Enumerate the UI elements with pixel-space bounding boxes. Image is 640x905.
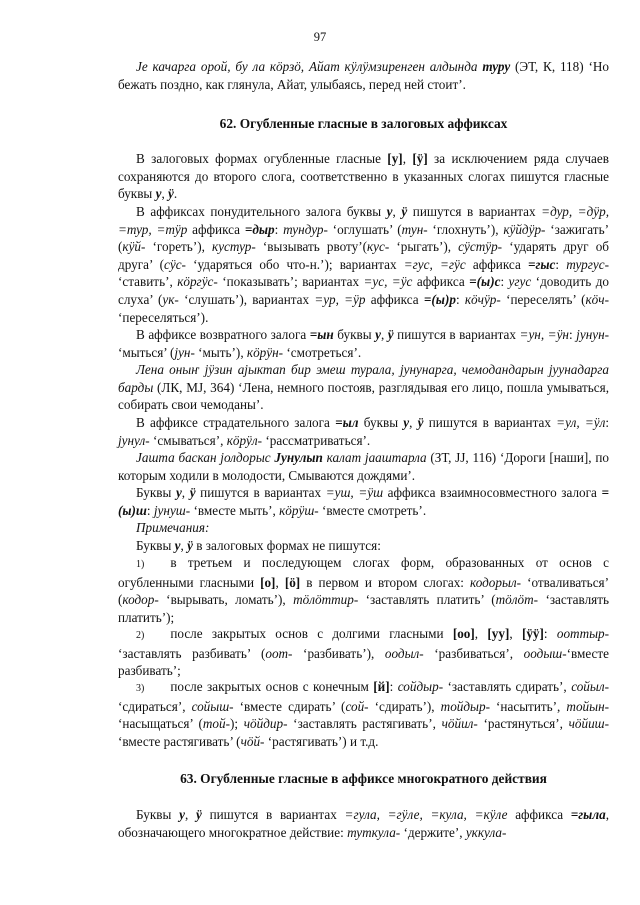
note-item-1-number: 1): [136, 559, 145, 570]
paragraph-multiplicative: Буквы у, ӱ пишутся в вариантах =гула, =гӱле, =кула, =кӱле аффикса =гыла, обозначающего многократное действие: туткула- ‘держите’, уккула-: [118, 807, 609, 840]
note-item-3: 3) после закрытых основ с конечным [й]: сойдыр- ‘заставлять сдирать’, сойыл- ‘сдираться’, сойыш- ‘вместе сдирать’ (сой- ‘сдирать’), тойдыр- ‘насытить’, тойын- ‘насыщаться’ (той-); чӧйдир- ‘заставлять растягивать’, чӧйил- ‘растянуться’, чӧйиш- ‘вместе растягивать’ (чӧй- ‘растягивать’) и т.д.: [118, 679, 610, 749]
note-item-2: 2) после закрытых основ с долгими гласными [оо], [уу], [ӱӱ]: ооттыр- ‘заставлять разбивать’ (оот- ‘разбивать’), оодыл- ‘разбиваться’, оодыш-‘вместе разбивать’;: [118, 626, 610, 679]
example-paragraph: Је качарга орой, бу ла кӧрзӧ, Айат кӱлӱмзиренген алдында туру (ЭТ, К, 118) ‘Но бежать поздно, как глянула, Айат, улыбаясь, перед ней стоит’.: [118, 59, 609, 92]
paragraph-passive: В аффиксе страдательного залога =ыл буквы у, ӱ пишутся в вариантах =ул, =ӱл: јунул- ‘смываться’, кӧрӱл- ‘рассматриваться’.: [118, 415, 610, 448]
note-item-2-number: 2): [136, 630, 145, 641]
section-heading-63: 63. Огубленные гласные в аффиксе многократного действия: [180, 771, 547, 786]
paragraph-reflexive: В аффиксе возвратного залога =ын буквы у, ӱ пишутся в вариантах =ун, =ӱн: јунун- ‘мыться’ (јун- ‘мыть’), кӧрӱн- ‘смотреться’.: [118, 327, 610, 360]
section-heading-62: 62. Огубленные гласные в залоговых аффиксах: [219, 116, 508, 131]
note-item-1: 1) в третьем и последующем слогах форм, образованных от основ с огубленными гласными [о], [ӧ] в первом и втором слогах: кодорыл- ‘отваливаться’ (кодор- ‘вырывать, ломать’), тӧлӧттир- ‘заставлять платить’ (тӧлӧт- ‘заставлять платить’);: [118, 555, 609, 625]
example-text: Је качарга орой, бу ла кӧрзӧ, Айат кӱлӱмзиренген алдында туру: [136, 59, 511, 74]
paragraph-example-roads: Јашта баскан јолдорыс Јунулып калат јааштарла (ЗТ, ЈЈ, 116) ‘Дороги [наши], по которым ходили в молодости, Смываются дождями’.: [118, 450, 609, 483]
paragraph-intro: В залоговых формах огубленные гласные [у], [ӱ] за исключением ряда случаев сохраняются до второго слога, соответственно в указанных слогах пишутся гласные буквы у, ӱ.: [118, 151, 609, 202]
paragraph-example-lena: Лена оныҥ јӱзин аjыктап бир эмеш турала, јунунарга, чемодандарын јуунадарга барды (ЛК, МЈ, 364) ‘Лена, немного постояв, разглядывая его лицо, пошла умываться, собирать свои чемоданы’.: [118, 362, 609, 413]
paragraph-causative: В аффиксах понудительного залога буквы у, ӱ пишутся в вариантах =дур, =дӱр, =тур, =тӱр аффикса =дыр: тундур- ‘оглушать’ (тун- ‘глохнуть’), кӱйдӱр- ‘зажигать’ (кӱй- ‘гореть’), кустур- ‘вызывать рвоту’(кус- ‘рыгать’), сӱстӱр- ‘ударять друг об друга’ (сӱс- ‘ударяться обо что-н.’); вариантах =гус, =гӱс аффикса =гыс: тургус- ‘ставить’, кӧргӱс- ‘показывать’; вариантах =ус, =ӱс аффикса =(ы)с: угус ‘доводить до слуха’ (ук- ‘слушать’), вариантах =ур, =ӱр аффикса =(ы)р: кӧчӱр- ‘переселять’ (кӧч- ‘переселяться’).: [118, 204, 610, 325]
note-item-3-number: 3): [136, 683, 145, 694]
notes-label: [118, 519, 609, 537]
paragraph-reciprocal: Буквы у, ӱ пишутся в вариантах =уш, =ӱш аффикса взаимносовместного залога =(ы)ш: јунуш- ‘вместе мыть’, кӧрӱш- ‘вместе смотреть’.: [118, 485, 610, 518]
notes-label-text: Примечания:: [136, 520, 210, 535]
notes-intro: Буквы у, ӱ в залоговых формах не пишутся:: [136, 538, 381, 553]
page-number: 97: [313, 30, 327, 44]
